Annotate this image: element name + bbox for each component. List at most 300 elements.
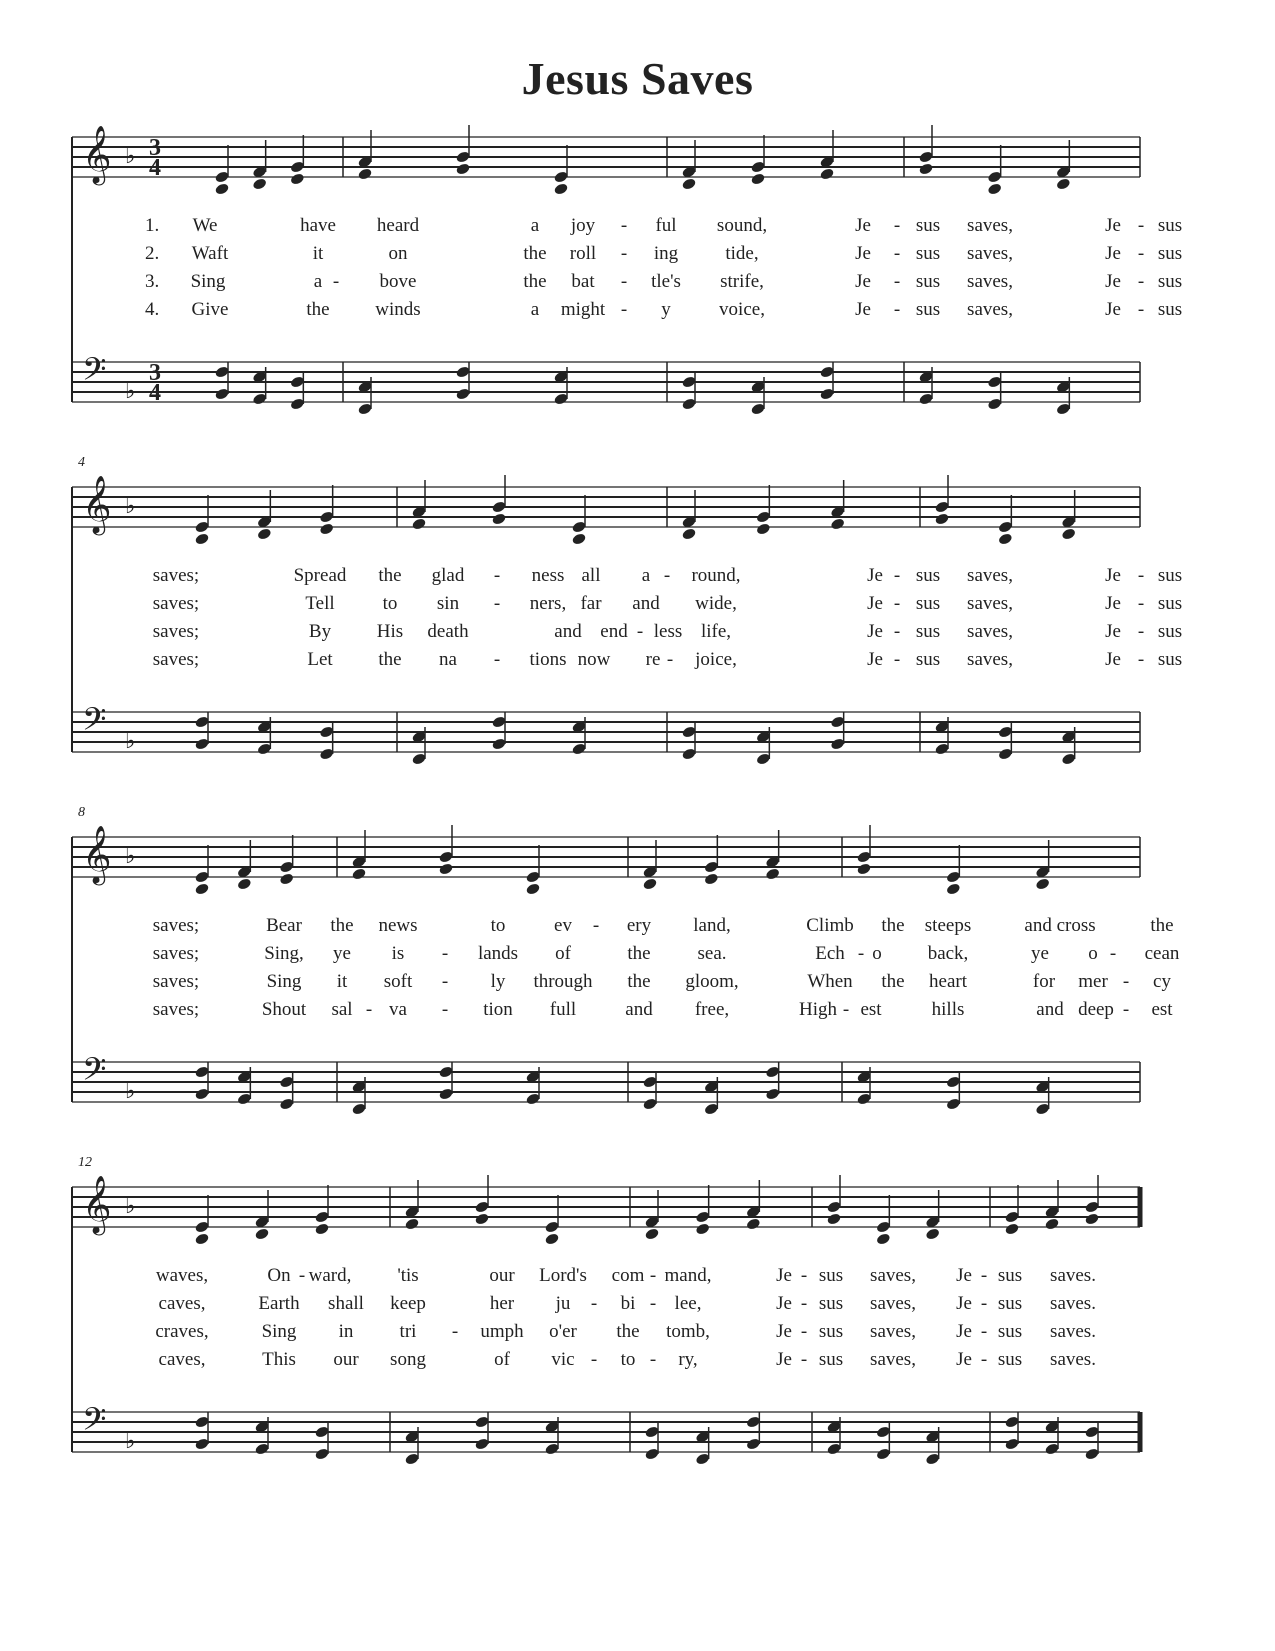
lyric-syllable: and cross [1024, 915, 1096, 936]
lyric-line-verse-4 [0, 299, 1275, 325]
lyric-syllable: - [980, 1265, 988, 1286]
lyric-syllable: sus [997, 1265, 1023, 1286]
lyric-syllable: 'tis [397, 1265, 419, 1286]
notehead [351, 867, 367, 881]
lyric-syllable: strife, [720, 271, 764, 292]
lyric-syllable: Je [956, 1293, 972, 1314]
notehead [819, 167, 835, 181]
lyric-syllable: glad [431, 565, 465, 586]
lyric-syllable: o [1088, 943, 1098, 964]
lyric-syllable: sus [997, 1293, 1023, 1314]
notehead [765, 867, 781, 881]
bass-clef-icon: 𝄢 [82, 1401, 107, 1445]
lyric-syllable: y [661, 299, 671, 320]
lyric-syllable: the [616, 1321, 640, 1342]
lyric-syllable: - [980, 1293, 988, 1314]
lyric-syllable: - [666, 649, 674, 670]
lyric-syllable: - [365, 999, 373, 1020]
verse-number: 3. [145, 271, 160, 292]
lyric-syllable: less [653, 621, 683, 642]
notehead [254, 1227, 270, 1241]
lyric-syllable: o'er [549, 1321, 577, 1342]
lyric-syllable: sus [997, 1349, 1023, 1370]
lyric-syllable: Earth [258, 1293, 300, 1314]
lyric-syllable: her [489, 1293, 515, 1314]
lyric-syllable: Je [956, 1349, 972, 1370]
lyric-syllable: of [555, 943, 571, 964]
lyric-syllable: - [451, 1321, 459, 1342]
notehead [681, 177, 697, 191]
lyric-syllable: saves. [1050, 1321, 1096, 1342]
lyric-syllable: saves, [870, 1293, 916, 1314]
lyric-syllable: est [1151, 999, 1173, 1020]
lyric-syllable: On [267, 1265, 291, 1286]
lyric-syllable: bi [620, 1293, 636, 1314]
lyric-syllable: hills [931, 999, 965, 1020]
lyric-syllable: have [300, 215, 336, 236]
lyric-syllable: Je [867, 621, 883, 642]
lyric-syllable: His [376, 621, 404, 642]
verse-number: 1. [145, 215, 160, 236]
lyric-syllable: voice, [719, 299, 765, 320]
lyric-syllable: heard [376, 215, 420, 236]
lyric-syllable: sus [1157, 565, 1183, 586]
lyric-syllable: - [893, 243, 901, 264]
lyric-syllable: - [332, 271, 340, 292]
lyric-syllable: - [1122, 971, 1130, 992]
notehead [438, 862, 454, 876]
lyric-syllable: est [860, 999, 882, 1020]
lyric-syllable: lands [477, 943, 519, 964]
lyric-syllable: now [577, 649, 611, 670]
lyric-syllable: sin [436, 593, 460, 614]
lyric-syllable: sus [1157, 649, 1183, 670]
lyric-syllable: Je [956, 1265, 972, 1286]
lyric-syllable: land, [693, 915, 731, 936]
lyric-syllable: tion [483, 999, 513, 1020]
lyric-syllable: na [439, 649, 457, 670]
lyric-syllable: - [649, 1293, 657, 1314]
lyric-syllable: - [1137, 649, 1145, 670]
lyric-syllable: sus [915, 215, 941, 236]
lyric-syllable: saves; [152, 621, 200, 642]
lyric-line-verse-2 [0, 943, 1275, 969]
measure-number: 8 [78, 805, 85, 820]
lyric-syllable: the [523, 243, 547, 264]
notehead [1004, 1222, 1020, 1236]
lyric-syllable: and [554, 621, 582, 642]
lyric-line-verse-2 [0, 593, 1275, 619]
lyric-syllable: saves, [870, 1321, 916, 1342]
lyric-syllable: sus [818, 1321, 844, 1342]
lyric-syllable: Bear [266, 915, 302, 936]
lyric-syllable: deep [1078, 999, 1114, 1020]
lyric-syllable: a [313, 271, 323, 292]
lyric-syllable: - [857, 943, 865, 964]
lyric-syllable: Je [1105, 593, 1121, 614]
lyric-syllable: the [378, 565, 402, 586]
lyric-syllable: va [389, 999, 407, 1020]
lyric-syllable: to [382, 593, 398, 614]
notehead [290, 172, 306, 186]
lyric-syllable: roll [569, 243, 597, 264]
lyric-syllable: - [493, 593, 501, 614]
treble-clef-icon: 𝄞 [82, 475, 112, 533]
flat-key-signature-icon: ♭ [125, 144, 136, 169]
notehead [918, 162, 934, 176]
flat-key-signature-icon: ♭ [125, 729, 136, 754]
lyric-syllable: - [800, 1293, 808, 1314]
lyric-syllable: sea. [697, 943, 727, 964]
lyric-syllable: By [308, 621, 332, 642]
lyric-syllable: joy [570, 215, 596, 236]
lyric-syllable: sus [1157, 271, 1183, 292]
lyric-syllable: lee, [674, 1293, 702, 1314]
lyric-syllable: wide, [695, 593, 737, 614]
lyric-syllable: - [842, 999, 850, 1020]
lyric-syllable: - [649, 1265, 657, 1286]
lyric-syllable: com [611, 1265, 645, 1286]
lyric-syllable: full [549, 999, 577, 1020]
lyric-syllable: Je [867, 565, 883, 586]
lyric-syllable: re [645, 649, 661, 670]
notehead [214, 182, 230, 196]
lyric-syllable: sus [997, 1321, 1023, 1342]
lyric-syllable: ful [655, 215, 677, 236]
notehead [1056, 177, 1072, 191]
lyric-syllable: saves, [870, 1349, 916, 1370]
lyric-syllable: Je [776, 1349, 792, 1370]
lyric-syllable: Ech [815, 943, 845, 964]
lyric-syllable: far [580, 593, 602, 614]
notehead [194, 532, 210, 546]
lyric-syllable: mer [1078, 971, 1108, 992]
notehead [1084, 1212, 1100, 1226]
lyric-line-verse-4 [0, 999, 1275, 1025]
lyric-syllable: waves, [155, 1265, 209, 1286]
lyric-syllable: heart [929, 971, 967, 992]
lyric-line-verse-1 [0, 565, 1275, 591]
lyric-syllable: through [533, 971, 593, 992]
notehead [491, 512, 507, 526]
lyric-syllable: ry, [678, 1349, 698, 1370]
lyric-syllable: High [799, 999, 837, 1020]
notehead [194, 1232, 210, 1246]
lyric-syllable: cy [1153, 971, 1171, 992]
lyric-syllable: - [893, 621, 901, 642]
lyric-syllable: Je [1105, 299, 1121, 320]
notehead [411, 517, 427, 531]
lyric-syllable: for [1032, 971, 1056, 992]
lyric-syllable: - [590, 1349, 598, 1370]
lyric-line-verse-1 [0, 215, 1275, 241]
lyric-syllable: winds [375, 299, 421, 320]
notehead [314, 1222, 330, 1236]
measure-number: 4 [78, 455, 85, 470]
lyric-syllable: - [592, 915, 600, 936]
lyric-syllable: - [893, 649, 901, 670]
time-signature: 3 [149, 360, 161, 386]
notehead [553, 182, 569, 196]
lyric-syllable: caves, [158, 1293, 206, 1314]
lyric-syllable: saves, [967, 593, 1013, 614]
lyric-syllable: - [620, 299, 628, 320]
notehead [319, 522, 335, 536]
lyric-syllable: gloom, [685, 971, 739, 992]
lyric-syllable: ward, [308, 1265, 352, 1286]
lyric-syllable: saves; [152, 915, 200, 936]
lyric-syllable: - [800, 1321, 808, 1342]
notehead [571, 532, 587, 546]
lyric-syllable: Je [855, 243, 871, 264]
notehead [946, 882, 962, 896]
notehead [544, 1232, 560, 1246]
lyric-syllable: it [336, 971, 348, 992]
lyric-syllable: cean [1144, 943, 1180, 964]
lyric-syllable: sus [915, 649, 941, 670]
lyric-syllable: and [632, 593, 660, 614]
lyric-syllable: saves, [967, 271, 1013, 292]
lyric-line-verse-1 [0, 915, 1275, 941]
lyric-syllable: tide, [725, 243, 759, 264]
lyric-syllable: our [489, 1265, 515, 1286]
lyric-syllable: Je [867, 649, 883, 670]
lyric-syllable: saves; [152, 971, 200, 992]
lyric-syllable: sus [1157, 299, 1183, 320]
lyric-syllable: saves. [1050, 1265, 1096, 1286]
lyric-syllable: might [560, 299, 606, 320]
lyric-syllable: sus [915, 565, 941, 586]
notehead [1035, 877, 1051, 891]
lyric-syllable: ly [490, 971, 506, 992]
lyric-syllable: song [390, 1349, 426, 1370]
lyric-syllable: free, [694, 999, 730, 1020]
lyric-line-verse-2 [0, 243, 1275, 269]
notehead [756, 522, 772, 536]
lyric-syllable: Je [1105, 565, 1121, 586]
lyric-syllable: vic [551, 1349, 575, 1370]
lyric-syllable: the [881, 971, 905, 992]
song-title: Jesus Saves [521, 53, 754, 104]
lyric-syllable: the [378, 649, 402, 670]
lyric-syllable: - [1137, 215, 1145, 236]
notehead [826, 1212, 842, 1226]
lyric-syllable: sus [818, 1293, 844, 1314]
lyric-syllable: - [663, 565, 671, 586]
treble-clef-icon: 𝄞 [82, 125, 112, 183]
notehead [681, 527, 697, 541]
lyric-syllable: - [893, 565, 901, 586]
lyric-syllable: - [493, 565, 501, 586]
lyric-syllable: saves; [152, 999, 200, 1020]
lyric-syllable: ye [1031, 943, 1049, 964]
time-signature: 4 [149, 380, 161, 406]
lyric-syllable: of [494, 1349, 510, 1370]
lyric-syllable: saves. [1050, 1293, 1096, 1314]
lyric-syllable: - [649, 1349, 657, 1370]
flat-key-signature-icon: ♭ [125, 1194, 136, 1219]
lyric-syllable: shall [328, 1293, 364, 1314]
lyric-syllable: - [800, 1265, 808, 1286]
lyric-syllable: joice, [695, 649, 737, 670]
lyric-syllable: saves, [967, 243, 1013, 264]
lyric-syllable: - [1109, 943, 1117, 964]
lyric-syllable: - [1137, 593, 1145, 614]
lyric-syllable: Je [855, 299, 871, 320]
bass-clef-icon: 𝄢 [82, 1051, 107, 1095]
lyric-syllable: Je [867, 593, 883, 614]
lyric-syllable: - [980, 1349, 988, 1370]
lyric-line-verse-4 [0, 1349, 1275, 1375]
lyric-syllable: saves. [1050, 1349, 1096, 1370]
lyric-syllable: Je [1105, 649, 1121, 670]
lyric-syllable: umph [480, 1321, 524, 1342]
lyric-syllable: life, [700, 621, 732, 642]
lyric-syllable: sus [818, 1349, 844, 1370]
lyric-syllable: the [306, 299, 330, 320]
lyric-syllable: sus [915, 621, 941, 642]
lyric-syllable: a [641, 565, 651, 586]
lyric-syllable: This [262, 1349, 296, 1370]
lyric-line-verse-3 [0, 971, 1275, 997]
treble-clef-icon: 𝄞 [82, 825, 112, 883]
lyric-syllable: bove [379, 271, 417, 292]
lyric-syllable: it [312, 243, 324, 264]
lyric-syllable: Je [776, 1321, 792, 1342]
lyric-syllable: - [1137, 565, 1145, 586]
notehead [856, 862, 872, 876]
lyric-syllable: soft [383, 971, 413, 992]
lyric-syllable: Sing [190, 271, 226, 292]
lyric-syllable: the [627, 943, 651, 964]
lyric-syllable: saves; [152, 593, 200, 614]
lyric-syllable: to [620, 1349, 636, 1370]
lyric-syllable: sus [818, 1265, 844, 1286]
notehead [257, 527, 273, 541]
lyric-syllable: - [620, 271, 628, 292]
lyric-syllable: bat [571, 271, 595, 292]
notehead [925, 1227, 941, 1241]
lyric-syllable: is [391, 943, 405, 964]
notehead [934, 512, 950, 526]
lyric-syllable: the [1150, 915, 1174, 936]
notehead [1061, 527, 1077, 541]
lyric-syllable: Sing, [264, 943, 304, 964]
lyric-syllable: saves, [967, 565, 1013, 586]
lyric-syllable: sus [1157, 243, 1183, 264]
lyric-syllable: the [523, 271, 547, 292]
lyric-syllable: sal [331, 999, 353, 1020]
measure-number: 12 [78, 1155, 92, 1170]
notehead [279, 872, 295, 886]
lyric-syllable: saves; [152, 565, 200, 586]
lyric-syllable: - [893, 593, 901, 614]
notehead [746, 1217, 762, 1231]
lyric-syllable: steeps [924, 915, 972, 936]
lyric-syllable: - [893, 215, 901, 236]
lyric-syllable: Je [776, 1293, 792, 1314]
lyric-syllable: Je [1105, 215, 1121, 236]
lyric-syllable: sus [1157, 215, 1183, 236]
flat-key-signature-icon: ♭ [125, 1079, 136, 1104]
lyric-syllable: mand, [664, 1265, 712, 1286]
lyric-syllable: our [333, 1349, 359, 1370]
lyric-syllable: Je [956, 1321, 972, 1342]
notehead [642, 877, 658, 891]
lyric-syllable: a [530, 299, 540, 320]
verse-number: 2. [145, 243, 160, 264]
lyric-syllable: Spread [293, 565, 347, 586]
lyric-syllable: tri [399, 1321, 417, 1342]
notehead [987, 182, 1003, 196]
lyric-syllable: the [881, 915, 905, 936]
lyric-syllable: - [1137, 271, 1145, 292]
verse-number: 4. [145, 299, 160, 320]
lyric-syllable: sus [915, 243, 941, 264]
lyric-syllable: Sing [261, 1321, 297, 1342]
lyric-syllable: - [1137, 299, 1145, 320]
lyric-syllable: saves, [967, 215, 1013, 236]
lyric-syllable: - [1122, 999, 1130, 1020]
lyric-syllable: - [620, 243, 628, 264]
lyric-syllable: We [192, 215, 218, 236]
lyric-syllable: When [807, 971, 853, 992]
notehead [252, 177, 268, 191]
lyric-syllable: news [378, 915, 418, 936]
notehead [525, 882, 541, 896]
lyric-syllable: back, [927, 943, 969, 964]
lyric-syllable: to [490, 915, 506, 936]
lyric-syllable: sound, [716, 215, 768, 236]
lyric-syllable: sus [915, 271, 941, 292]
notehead [644, 1227, 660, 1241]
notehead [455, 162, 471, 176]
lyric-syllable: Climb [806, 915, 854, 936]
lyric-line-verse-3 [0, 621, 1275, 647]
lyric-syllable: tomb, [666, 1321, 710, 1342]
lyric-syllable: caves, [158, 1349, 206, 1370]
notehead [695, 1222, 711, 1236]
lyric-syllable: - [800, 1349, 808, 1370]
lyric-syllable: ing [653, 243, 679, 264]
bass-clef-icon: 𝄢 [82, 351, 107, 395]
notehead [750, 172, 766, 186]
bass-clef-icon: 𝄢 [82, 701, 107, 745]
lyric-syllable: saves; [152, 943, 200, 964]
lyric-syllable: - [493, 649, 501, 670]
lyric-line-verse-3 [0, 1321, 1275, 1347]
lyric-syllable: - [441, 971, 449, 992]
lyric-syllable: the [330, 915, 354, 936]
lyric-syllable: saves, [870, 1265, 916, 1286]
lyric-syllable: keep [390, 1293, 426, 1314]
lyric-syllable: sus [1157, 621, 1183, 642]
notehead [876, 1232, 892, 1246]
lyric-syllable: ners, [529, 593, 567, 614]
lyric-syllable: craves, [155, 1321, 209, 1342]
notehead [704, 872, 720, 886]
lyric-syllable: - [893, 299, 901, 320]
notehead [1044, 1217, 1060, 1231]
lyric-syllable: Shout [261, 999, 307, 1020]
lyric-syllable: Lord's [539, 1265, 587, 1286]
flat-key-signature-icon: ♭ [125, 379, 136, 404]
lyric-syllable: Je [1105, 243, 1121, 264]
lyric-syllable: Let [307, 649, 333, 670]
lyric-syllable: Je [855, 271, 871, 292]
lyric-syllable: Je [855, 215, 871, 236]
lyric-syllable: Sing [266, 971, 302, 992]
